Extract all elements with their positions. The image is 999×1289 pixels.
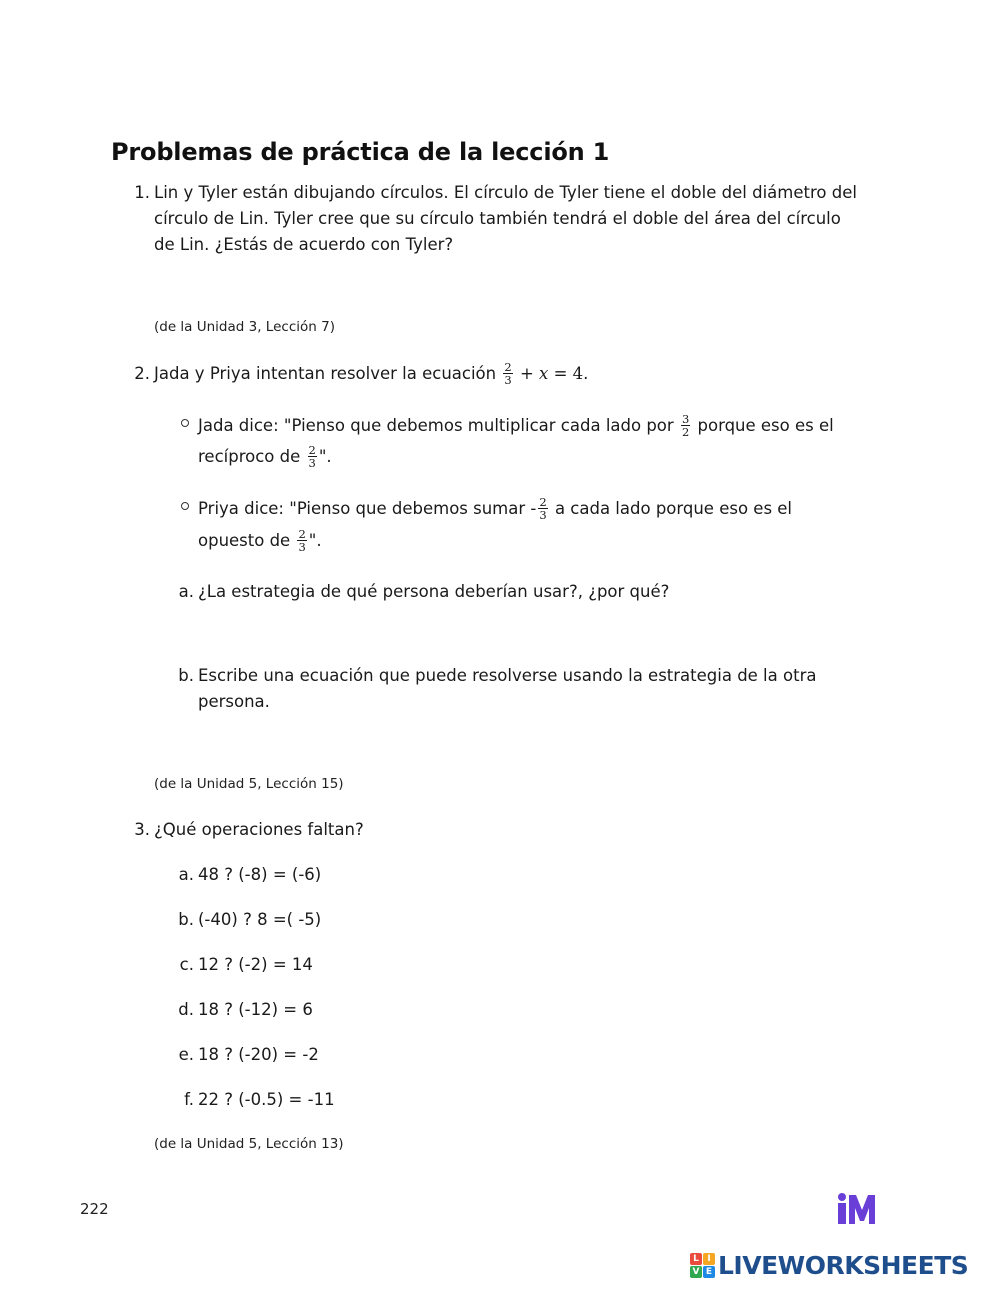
problem-1-line-3: de Lin. ¿Estás de acuerdo con Tyler?: [154, 235, 454, 254]
part-b-line-2: persona.: [198, 692, 270, 711]
priya-fraction-denominator: 3: [539, 508, 547, 522]
jada-line-1: [198, 413, 834, 439]
jada-fraction-2-numerator: 2: [308, 443, 316, 457]
priya-line-2-text: opuesto de: [198, 531, 291, 550]
priya-fraction: [538, 496, 547, 521]
jada-line-1-text: Jada dice: "Pienso que debemos multiplicar cada lado por: [198, 416, 674, 435]
item-c-text: 12 ? (-2) = 14: [198, 955, 313, 974]
problem-1-source: (de la Unidad 3, Lección 7): [154, 319, 335, 335]
priya-line-1-text: Priya dice: "Pienso que debemos sumar -: [198, 499, 537, 518]
equation-fraction: [503, 361, 512, 386]
item-e-label: e.: [178, 1045, 194, 1064]
liveworksheets-logo: [690, 1250, 968, 1280]
item-f-text: 22 ? (-0.5) = -11: [198, 1090, 335, 1109]
priya-line-2-end: ".: [308, 531, 322, 550]
problem-2-intro-text: Jada y Priya intentan resolver la ecuación: [154, 364, 497, 383]
part-b-line-1: Escribe una ecuación que puede resolverse usando la estrategia de la otra: [198, 666, 817, 685]
item-a-label: a.: [178, 865, 194, 884]
item-b-label: b.: [178, 910, 194, 929]
equation-plus: +: [519, 364, 534, 383]
priya-fraction-2: [297, 528, 306, 553]
item-d-text: 18 ? (-12) = 6: [198, 1000, 313, 1019]
item-b-text: (-40) ? 8 =( -5): [198, 910, 322, 929]
lw-cell-v: V: [690, 1266, 702, 1278]
priya-fraction-2-numerator: 2: [298, 527, 306, 541]
liveworksheets-grid-icon: [690, 1253, 715, 1278]
problem-1-number: 1.: [134, 183, 150, 202]
item-e-text: 18 ? (-20) = -2: [198, 1045, 319, 1064]
jada-fraction-2-denominator: 3: [308, 456, 316, 470]
lw-cell-e: E: [703, 1266, 715, 1278]
part-a-text: ¿La estrategia de qué persona deberían usar?, ¿por qué?: [198, 582, 670, 601]
item-f-label: f.: [184, 1090, 194, 1109]
im-logo-icon: [836, 1192, 876, 1226]
jada-line-2-end: ".: [318, 447, 332, 466]
jada-line-2-text: recíproco de: [198, 447, 301, 466]
priya-line-2: [198, 528, 322, 554]
page-title: Problemas de práctica de la lección 1: [111, 138, 610, 166]
bullet-priya: [181, 502, 189, 510]
problem-3-number: 3.: [134, 820, 150, 839]
jada-fraction-2: [308, 444, 317, 469]
page-number: 222: [80, 1200, 109, 1218]
equation-variable: x: [539, 364, 549, 383]
part-b-label: b.: [178, 666, 194, 685]
jada-line-1-end: porque eso es el: [697, 416, 834, 435]
priya-line-1: [198, 496, 792, 522]
equation-period: .: [583, 364, 589, 383]
jada-fraction-denominator: 2: [681, 425, 690, 439]
liveworksheets-wordmark: LIVEWORKSHEETS: [718, 1250, 969, 1280]
equation-fraction-numerator: 2: [504, 360, 512, 374]
jada-fraction-numerator: 3: [681, 412, 690, 426]
jada-line-2: [198, 444, 332, 470]
priya-fraction-2-denominator: 3: [298, 540, 306, 554]
item-d-label: d.: [178, 1000, 194, 1019]
problem-2-number: 2.: [134, 364, 150, 383]
equation-fraction-denominator: 3: [504, 373, 512, 387]
problem-1-line-2: círculo de Lin. Tyler cree que su círculo también tendrá el doble del área del círculo: [154, 209, 841, 228]
lw-cell-i: I: [703, 1253, 715, 1265]
item-a-text: 48 ? (-8) = (-6): [198, 865, 322, 884]
problem-3-source: (de la Unidad 5, Lección 13): [154, 1136, 344, 1152]
problem-3-question: ¿Qué operaciones faltan?: [154, 820, 364, 839]
equation-equals: = 4: [553, 364, 584, 383]
problem-1-line-1: Lin y Tyler están dibujando círculos. El círculo de Tyler tiene el doble del diámetro del: [154, 183, 857, 202]
lw-cell-l: L: [690, 1253, 702, 1265]
priya-fraction-numerator: 2: [539, 495, 547, 509]
problem-2-intro: [154, 361, 588, 387]
problem-2-source: (de la Unidad 5, Lección 15): [154, 776, 344, 792]
priya-line-1-end: a cada lado porque eso es el: [554, 499, 793, 518]
part-a-label: a.: [178, 582, 194, 601]
bullet-jada: [181, 419, 189, 427]
item-c-label: c.: [179, 955, 194, 974]
jada-fraction: [681, 413, 690, 438]
